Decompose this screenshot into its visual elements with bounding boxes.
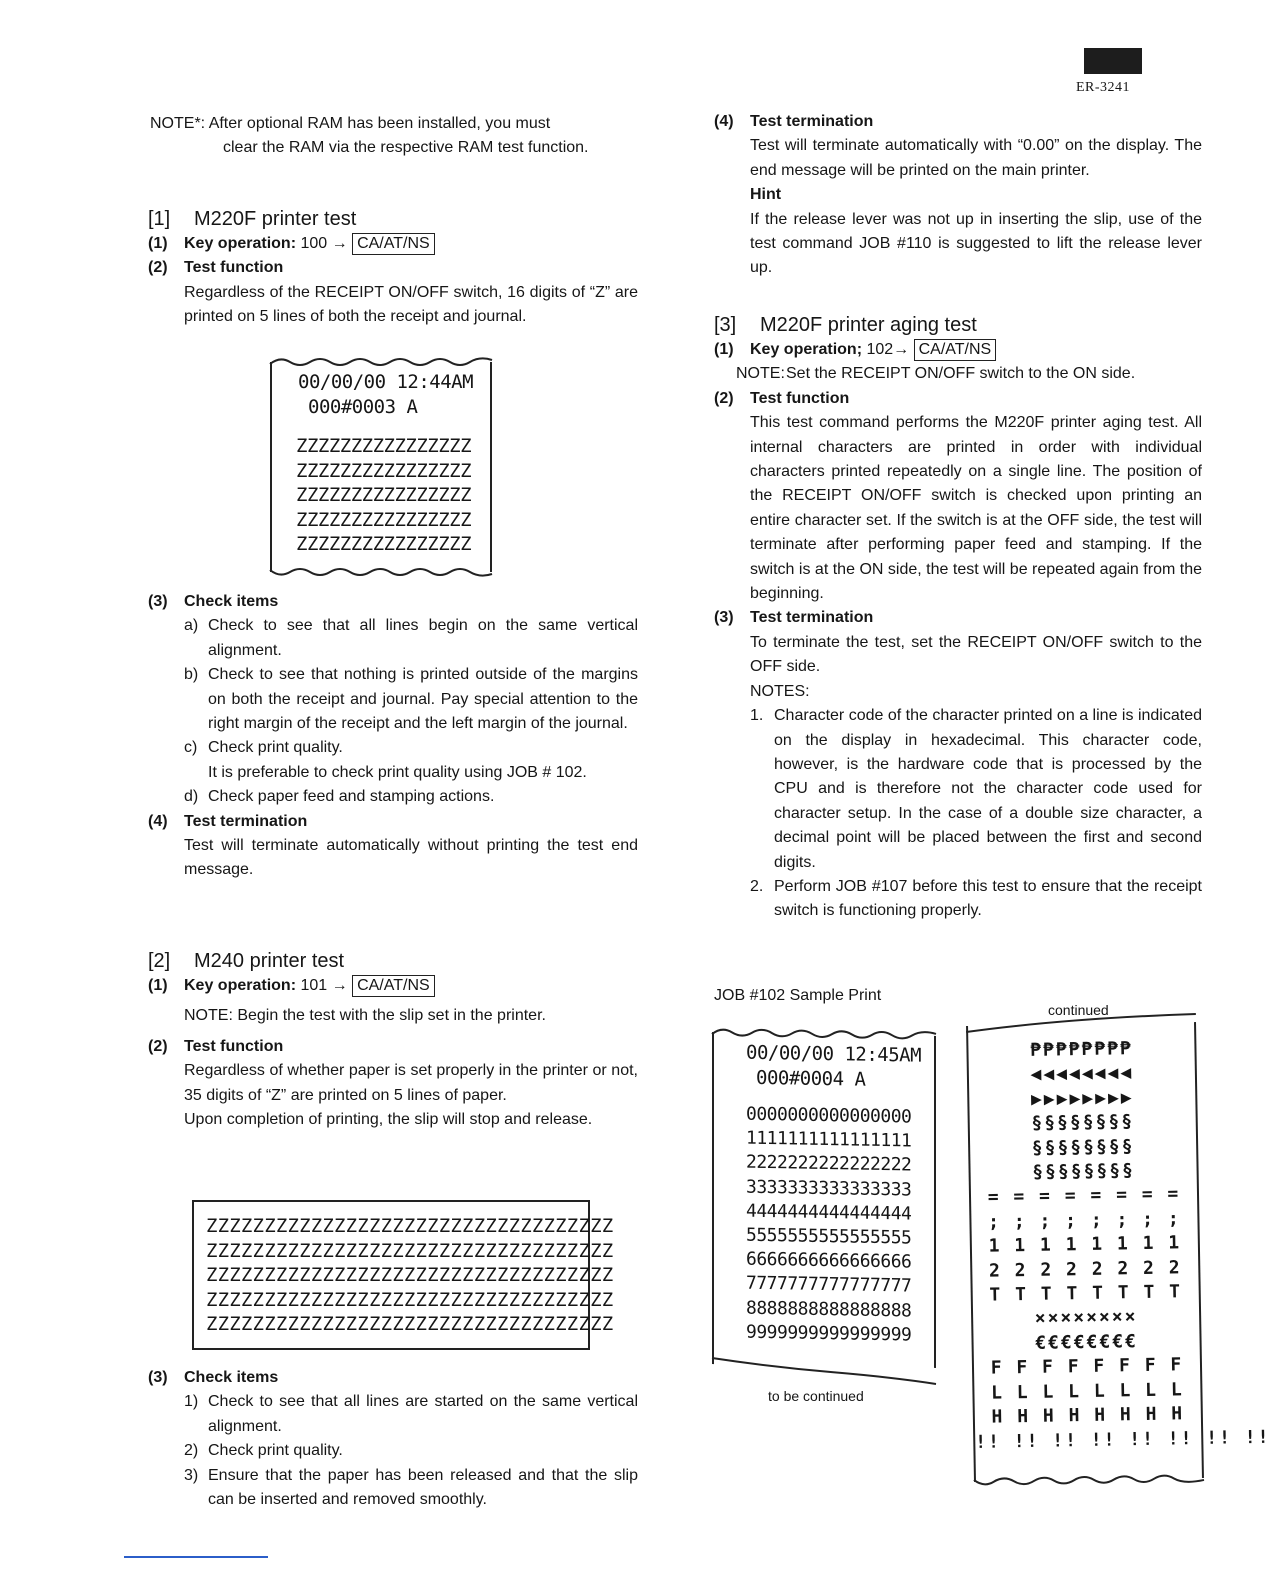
- glyph-row: ××××××××: [1034, 1306, 1138, 1330]
- model-number: ER-3241: [1076, 80, 1131, 95]
- digit-line: 7777777777777777: [746, 1273, 912, 1297]
- check-item: a) Check to see that all lines begin on the same vertical alignment.: [184, 617, 638, 659]
- ca-at-ns-key: CA/AT/NS: [352, 975, 435, 997]
- note-item: 2. Perform JOB #107 before this test to ensure that the receipt switch is functioning properly.: [750, 877, 1202, 920]
- section-2-heading: [2] M240 printer test: [148, 950, 345, 972]
- ca-at-ns-key: CA/AT/NS: [352, 233, 435, 255]
- note-item: 1. Character code of the character printed on a line is indicated on the display in hexadecimal. This character code, however, is the hardware code that is processed by the CPU and is therefore not the character code used for character setup. In the case of a double size character, a decimal point will be placed between the first and second digits.: [750, 707, 1202, 871]
- section-3-heading: [3] M220F printer aging test: [714, 314, 977, 336]
- z-line: ZZZZZZZZZZZZZZZZZZZZZZZZZZZZZZZZZZZ: [206, 1313, 614, 1335]
- section-2-checks: [148, 1366, 638, 1512]
- glyph-row: 2 2 2 2 2 2 2 2: [988, 1256, 1182, 1282]
- s2-test-termination: (4) Test termination Test will terminate automatically with “0.00” on the display. The end message will be printed on the main printer. Hint If the release lever was not up in inserting the slip, use of the test command JOB #110 is suggested to lift the release lever up.: [714, 113, 1202, 277]
- digit-line: 2222222222222222: [746, 1152, 912, 1176]
- sample-print-receipt-2: [966, 1022, 1271, 1482]
- z-line: ZZZZZZZZZZZZZZZZ: [296, 533, 472, 555]
- glyph-row: €€€€€€€€: [1035, 1330, 1139, 1354]
- check-item: b) Check to see that nothing is printed outside of the margins on both the receipt and journal. Pay special attention to the right margin of the receipt and the left margin of the journal.: [184, 666, 638, 733]
- section-2: [148, 948, 638, 1132]
- glyph-row: ◀◀◀◀◀◀◀◀: [1030, 1062, 1134, 1086]
- s3-test-termination: (3) Test termination To terminate the test, set the RECEIPT ON/OFF switch to the OFF side. NOTES: 1. Character code of the character printed on a line is indicated on the display in hexadecimal. This character code, however, is the hardware code that is processed by the CPU and is therefore not the character code used for character setup. In the case of a double size character, a decimal point will be placed between the first and second digits. 2. Perform JOB #107 before this test to ensure that the receipt switch is functioning properly.: [714, 606, 1202, 923]
- z-line: ZZZZZZZZZZZZZZZZZZZZZZZZZZZZZZZZZZZ: [206, 1239, 614, 1262]
- s1-test-termination: (4) Test termination Test will terminate automatically without printing the test end message.: [148, 812, 638, 879]
- digit-line: 4444444444444444: [746, 1200, 912, 1225]
- check-item: 3) Ensure that the paper has been released and that the slip can be inserted and removed smoothly.: [184, 1466, 638, 1509]
- to-be-continued-label: to be continued: [768, 1388, 864, 1404]
- glyph-row: ; ; ; ; ; ; ; ;: [987, 1208, 1181, 1233]
- glyph-row: 1 1 1 1 1 1 1 1: [988, 1232, 1182, 1257]
- z-line: ZZZZZZZZZZZZZZZZZZZZZZZZZZZZZZZZZZZ: [206, 1264, 614, 1286]
- glyph-row: ▶▶▶▶▶▶▶▶: [1030, 1086, 1134, 1110]
- slip-sample-m240: [192, 1200, 614, 1350]
- z-line: ZZZZZZZZZZZZZZZZ: [296, 508, 472, 531]
- z-line: ZZZZZZZZZZZZZZZZZZZZZZZZZZZZZZZZZZZ: [206, 1215, 614, 1237]
- glyph-row: T T T T T T T T: [989, 1281, 1183, 1306]
- digit-line: 6666666666666666: [746, 1248, 912, 1273]
- s1-key-operation: (1) Key operation: 100 → CA/AT/NS: [148, 232, 638, 256]
- s1-check-items: (3) Check items a) Check to see that all lines begin on the same vertical alignment. b) Check to see that nothing is printed outside of the margins on both the receipt and journal. Pay special attention to the right margin of the receipt and the left margin of the journal. c) Check print quality. It is preferable to check print quality using JOB # 102. d) Check paper feed and stamping actions.: [148, 590, 638, 810]
- ca-at-ns-key: CA/AT/NS: [914, 339, 997, 361]
- check-item: d) Check paper feed and stamping actions.: [184, 788, 495, 806]
- right-column-top: [714, 110, 1202, 281]
- section-1-heading: [1] M220F printer test: [148, 208, 357, 230]
- receipt-id: 000#0004 A: [756, 1066, 866, 1091]
- check-item: c) Check print quality.: [184, 739, 343, 757]
- s3-test-function: (2) Test function This test command performs the M220F printer aging test. All internal characters are printed in order with individual characters printed repeatedly on a single line. The position of the RECEIPT ON/OFF switch is checked upon printing an entire character set. If the switch is at the OFF side, the test will terminate after performing paper feed and stamping. If the switch is at the ON side, the test will be repeated again from the beginning.: [714, 389, 1202, 603]
- sample-print-title: JOB #102 Sample Print: [714, 987, 882, 1004]
- sample-print-receipt-1: [712, 1032, 936, 1368]
- header-logo-block: [1084, 48, 1142, 74]
- digit-line: 5555555555555555: [746, 1224, 912, 1249]
- glyph-row: §§§§§§§§: [1031, 1111, 1135, 1135]
- section-1-checks: [148, 590, 638, 883]
- glyph-row: §§§§§§§§: [1031, 1135, 1135, 1159]
- z-line: ZZZZZZZZZZZZZZZZ: [296, 435, 472, 457]
- digit-line: 1111111111111111: [746, 1127, 912, 1152]
- s2-test-function: (2) Test function Regardless of whether paper is set properly in the printer or not, 35 digits of “Z” are printed on 5 lines of paper. Upon completion of printing, the slip will stop and release.: [148, 1037, 638, 1129]
- receipt-sample-m220f: [270, 362, 492, 572]
- check-item: It is preferable to check print quality using JOB # 102.: [208, 763, 587, 781]
- z-line: ZZZZZZZZZZZZZZZZZZZZZZZZZZZZZZZZZZZ: [206, 1288, 614, 1311]
- s3-key-operation: (1) Key operation; 102→ CA/AT/NS: [714, 338, 1202, 362]
- glyph-row: L L L L L L L L: [990, 1378, 1184, 1404]
- glyph-row: §§§§§§§§: [1032, 1160, 1136, 1183]
- digit-line: 3333333333333333: [746, 1176, 912, 1201]
- s3-note: NOTE: Set the RECEIPT ON/OFF switch to the ON side.: [736, 365, 1136, 383]
- digit-line: 9999999999999999: [746, 1321, 912, 1346]
- receipt-date: 00/00/00 12:44AM: [298, 371, 474, 393]
- glyph-row: ₱₱₱₱₱₱₱₱: [1029, 1038, 1133, 1061]
- section-3: [714, 312, 1202, 924]
- receipt-date: 00/00/00 12:45AM: [746, 1041, 922, 1067]
- note-line1: After optional RAM has been installed, you must: [208, 115, 551, 132]
- glyph-row: F F F F F F F F: [990, 1354, 1184, 1379]
- s1-test-function: (2) Test function Regardless of the RECEIPT ON/OFF switch, 16 digits of “Z” are printed on 5 lines of both the receipt and journal.: [148, 259, 638, 326]
- glyph-row: = = = = = = = =: [987, 1183, 1181, 1209]
- receipt-id: 000#0003 A: [308, 396, 418, 418]
- continued-label: continued: [1048, 1002, 1109, 1018]
- s2-key-operation: (1) Key operation: 101 → CA/AT/NS: [148, 974, 638, 998]
- s2-note: NOTE: Begin the test with the slip set in the printer.: [184, 1007, 546, 1025]
- note-ram: [150, 112, 638, 161]
- note-rest: clear the RAM via the respective RAM test function.: [223, 139, 589, 157]
- check-item: 1) Check to see that all lines are started on the same vertical alignment.: [184, 1393, 638, 1435]
- footer-rule: [124, 1556, 268, 1558]
- glyph-row: H H H H H H H H: [991, 1403, 1185, 1428]
- digit-line: 8888888888888888: [746, 1297, 912, 1322]
- digit-line: 0000000000000000: [746, 1103, 912, 1128]
- glyph-row: !! !! !! !! !! !! !! !!: [975, 1426, 1271, 1453]
- z-line: ZZZZZZZZZZZZZZZZ: [296, 484, 472, 506]
- z-line: ZZZZZZZZZZZZZZZZ: [296, 459, 472, 482]
- note-label: NOTE*:: [150, 115, 206, 132]
- section-1: [148, 206, 638, 330]
- s2-check-items: (3) Check items 1) Check to see that all lines are started on the same vertical alignment. 2) Check print quality. 3) Ensure that the paper has been released and that the slip can be inserted and removed smoothly.: [148, 1366, 638, 1512]
- check-item: 2) Check print quality.: [184, 1442, 343, 1460]
